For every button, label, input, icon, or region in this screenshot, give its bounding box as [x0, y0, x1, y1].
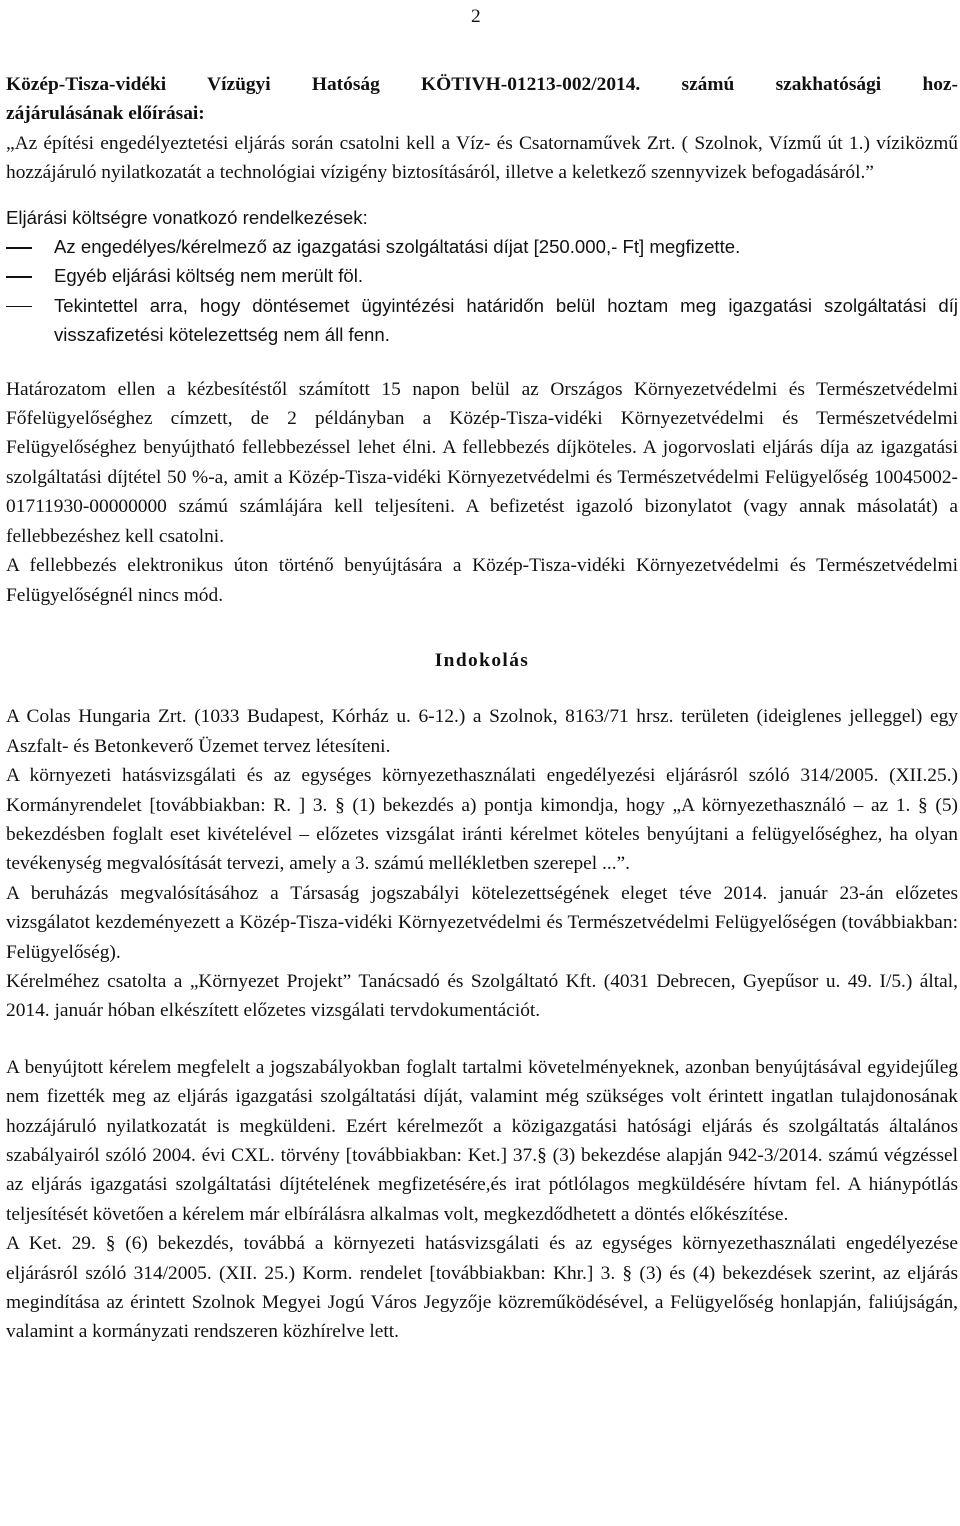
reasoning-paragraph-publication: A Ket. 29. § (6) bekezdés, továbbá a környezeti hatásvizsgálati és az egységes környezethasználati engedélyezése eljárásról szóló 314/2005. (XII. 25.) Korm. rendelet [továbbiakban: Khr.] 3. § (3) és (4) bekezdések szerint, az eljárás megindítása az érintett Szolnok Megyei Jogú Város Jegyzője közreműködésével, a Felügyelőség honlapján, faliújságán, valamint a kormányzati rendszeren közhírelve lett. [6, 1233, 958, 1343]
costs-heading: Eljárási költségre vonatkozó rendelkezések: [6, 206, 368, 228]
authority-title-line-1: Közép-Tisza-vidéki Vízügyi Hatóság KÖTIVH-01213-002/2014. számú szakhatósági hoz- [6, 74, 958, 95]
costs-item-fee-paid: Az engedélyes/kérelmező az igazgatási szolgáltatási díjat [250.000,- Ft] megfizette. [6, 232, 958, 261]
costs-item-no-refund: Tekintettel arra, hogy döntésemet ügyintézési határidőn belül hoztam meg igazgatási szolgáltatási díj visszafizetési kötelezettség nem áll fenn. [6, 291, 958, 350]
authority-title-line-2: zájárulásának előírásai: [6, 103, 205, 125]
reasoning-paragraph-regulation: A környezeti hatásvizsgálati és az egységes környezethasználati engedélyezési eljárásról szóló 314/2005. (XII.25.) Kormányrendelet [továbbiakban: R. ] 3. § (1) bekezdés a) pontja kimondja, hogy „A környezethasználó – az 1. § (5) bekezdésben foglalt eset kivételével – előzetes vizsgálat iránti kérelmet köteles benyújtani a felügyelőséghez, ha olyan tevékenység megvalósítását tervezi, amely a 3. számú mellékletben szerepel ...”. [6, 765, 958, 875]
reasoning-title: Indokolás [434, 649, 530, 671]
reasoning-section [6, 702, 958, 1025]
appeal-section [6, 375, 958, 610]
reasoning-paragraph-initiation: A beruházás megvalósításához a Társaság jogszabályi kötelezettségének eleget téve 2014. január 23-án előzetes vizsgálatot kezdeményezett a Közép-Tisza-vidéki Környezetvédelmi és Természetvédelmi Felügyelőségen (továbbiakban: Felügyelőség). [6, 882, 958, 963]
appeal-paragraph-2: A fellebbezés elektronikus úton történő benyújtására a Közép-Tisza-vidéki Környezetvédelmi és Természetvédelmi Felügyelőségnél nincs mód. [6, 555, 958, 606]
appeal-paragraph-1: Határozatom ellen a kézbesítéstől számított 15 napon belül az Országos Környezetvédelmi és Természetvédelmi Főfelügyelőséghez címzett, de 2 példányban a Közép-Tisza-vidéki Környezetvédelmi és Természetvédelmi Felügyelőséghez benyújtható fellebbezéssel lehet élni. A fellebbezés díjköteles. A jogorvoslati eljárás díja az igazgatási szolgáltatási díjtétel 50 %-a, amit a Közép-Tisza-vidéki Környezetvédelmi és Természetvédelmi Felügyelőség 10045002-01711930-00000000 számú számlájára kell teljesíteni. A befizetést igazoló bizonylatot (vagy annak másolatát) a fellebbezéshez kell csatolni. [6, 378, 958, 547]
costs-item-no-other-cost: Egyéb eljárási költség nem merült föl. [6, 261, 958, 290]
reasoning-section-2 [6, 1053, 958, 1347]
page-number: 2 [471, 6, 481, 27]
costs-list [6, 232, 958, 350]
document-body [6, 70, 958, 1347]
reasoning-paragraph-deficiency: A benyújtott kérelem megfelelt a jogszabályokban foglalt tartalmi követelményeknek, azonban benyújtásával egyidejűleg nem fizették meg az eljárás igazgatási szolgáltatási díját, valamint még szükséges volt érintett ingatlan tulajdonosának hozzájáruló nyilatkozatát is megküldeni. Ezért kérelmezőt a közigazgatási hatósági eljárás és szolgáltatás általános szabályairól szóló 2004. évi CXL. törvény [továbbiakban: Ket.] 37.§ (3) bekezdése alapján 942-3/2014. számú végzéssel az eljárás igazgatási szolgáltatási díjtételének megfizetésére,és irat pótlólagos megküldésére hívtam fel. A hiánypótlás teljesítését követően a kérelem már elbírálásra alkalmas volt, megkezdődhetett a döntés előkészítése. [6, 1056, 958, 1225]
costs-section [6, 203, 958, 350]
authority-requirement-text: „Az építési engedélyeztetési eljárás során csatolni kell a Víz- és Csatornaművek Zrt. ( Szolnok, Vízmű út 1.) víziközmű hozzájáruló nyilatkozatát a technológiai vízigény biztosításáról, illetve a keletkező szennyvizek befogadásáról.” [6, 132, 958, 184]
reasoning-paragraph-documentation: Kérelméhez csatolta a „Környezet Projekt” Tanácsadó és Szolgáltató Kft. (4031 Debrecen, Gyepűsor u. 49. I/5.) által, 2014. január hóban elkészített előzetes vizsgálati tervdokumentációt. [6, 970, 958, 1022]
reasoning-paragraph-applicant: A Colas Hungaria Zrt. (1033 Budapest, Kórház u. 6-12.) a Szolnok, 8163/71 hrsz. területen (ideiglenes jelleggel) egy Aszfalt- és Betonkeverő Üzemet tervez létesíteni. [6, 706, 958, 757]
